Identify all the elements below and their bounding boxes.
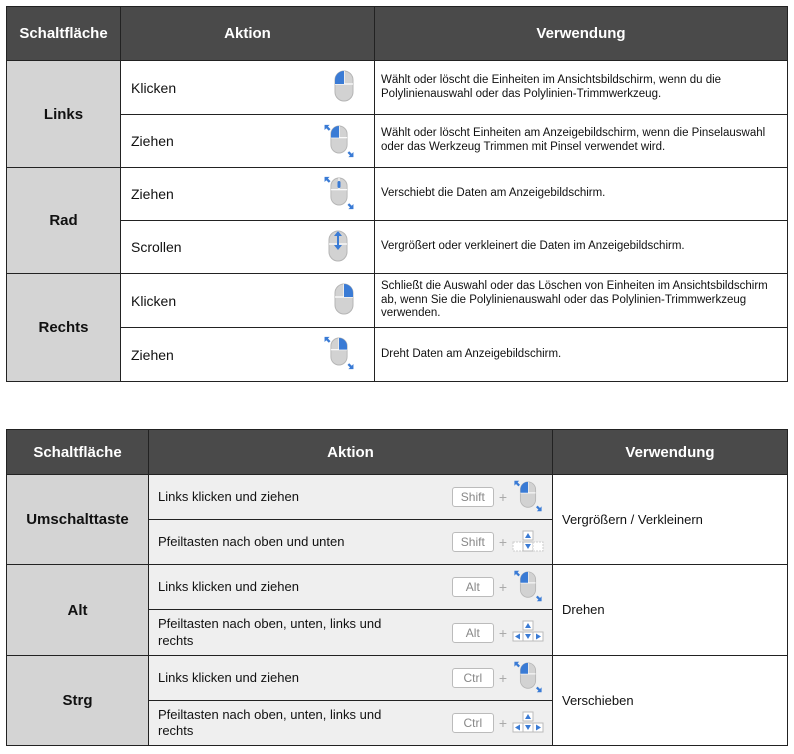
- header-usage: Verwendung: [375, 7, 788, 61]
- button-rechts: Rechts: [7, 274, 121, 382]
- plus-sign: +: [498, 534, 507, 550]
- arrow-keys-up-down-icon: [512, 530, 544, 555]
- mouse-right-drag-icon: [322, 334, 356, 375]
- button-strg: Strg: [7, 656, 149, 746]
- usage-pan: Verschieben: [553, 656, 788, 746]
- mouse-wheel-scroll-icon: [328, 229, 348, 266]
- action-label: Klicken: [131, 79, 177, 96]
- action-label: Ziehen: [131, 186, 174, 202]
- action-cell: [121, 328, 375, 382]
- action-label: Pfeiltasten nach oben, unten, links und rechts: [158, 706, 382, 738]
- action-cell: [121, 221, 375, 274]
- button-alt: Alt: [7, 565, 149, 656]
- mouse-left-drag-icon: [512, 478, 544, 517]
- usage-text: Wählt oder löscht Einheiten am Anzeigebildschirm, wenn die Pinselauswahl oder das Werkzeug Trimmen mit Pinsel verwendet wird.: [375, 115, 788, 168]
- key-combo: [452, 620, 544, 645]
- action-label: Ziehen: [131, 133, 174, 149]
- action-cell: [121, 61, 375, 115]
- action-label: Links klicken und ziehen: [158, 578, 299, 594]
- header-action: Aktion: [149, 430, 553, 475]
- action-cell: [149, 656, 553, 701]
- action-cell: [121, 115, 375, 168]
- plus-sign: +: [498, 579, 507, 595]
- usage-text: Vergrößert oder verkleinert die Daten im Anzeigebildschirm.: [375, 221, 788, 274]
- key-combo: [452, 568, 544, 607]
- arrow-keys-all-icon: [512, 711, 544, 736]
- usage-text: Schließt die Auswahl oder das Löschen von Einheiten im Ansichtsbildschirm ab, wenn Sie die Polylinienauswahl oder das Polylinien-Trimmwerkzeug verwenden.: [375, 274, 788, 328]
- ctrl-key: Ctrl: [452, 668, 494, 688]
- button-rad: Rad: [7, 168, 121, 274]
- action-cell: [149, 475, 553, 520]
- action-label: Pfeiltasten nach oben und unten: [158, 533, 345, 549]
- action-label: Scrollen: [131, 239, 182, 255]
- plus-sign: +: [498, 715, 507, 731]
- header-usage: Verwendung: [553, 430, 788, 475]
- header-button: Schaltfläche: [7, 430, 149, 475]
- mouse-wheel-drag-icon: [322, 174, 356, 215]
- button-umschalttaste: Umschalttaste: [7, 475, 149, 565]
- alt-key: Alt: [452, 577, 494, 597]
- action-label: Pfeiltasten nach oben, unten, links und rechts: [158, 616, 382, 648]
- mouse-right-click-icon: [334, 283, 354, 318]
- usage-zoom: Vergrößern / Verkleinern: [553, 475, 788, 565]
- key-combo: [452, 711, 544, 736]
- key-combo: [452, 530, 544, 555]
- usage-text: Verschiebt die Daten am Anzeigebildschirm.: [375, 168, 788, 221]
- button-links: Links: [7, 61, 121, 168]
- action-cell: [149, 610, 553, 656]
- header-button: Schaltfläche: [7, 7, 121, 61]
- usage-text: Wählt oder löscht die Einheiten im Ansichtsbildschirm, wenn du die Polylinienauswahl oder das Polylinien-Trimmwerkzeug.: [375, 61, 788, 115]
- arrow-keys-all-icon: [512, 620, 544, 645]
- action-cell: [121, 274, 375, 328]
- usage-text: Dreht Daten am Anzeigebildschirm.: [375, 328, 788, 382]
- shift-key: Shift: [452, 532, 494, 552]
- shift-key: Shift: [452, 487, 494, 507]
- alt-key: Alt: [452, 623, 494, 643]
- action-cell: [149, 565, 553, 610]
- plus-sign: +: [498, 624, 507, 641]
- action-label: Links klicken und ziehen: [158, 488, 299, 504]
- mouse-left-drag-icon: [512, 659, 544, 698]
- mouse-left-click-icon: [334, 70, 354, 105]
- action-cell: [149, 520, 553, 565]
- plus-sign: +: [498, 670, 507, 686]
- action-label: Ziehen: [131, 346, 174, 363]
- action-cell: [121, 168, 375, 221]
- keyboard-modifier-table: [6, 429, 788, 746]
- mouse-left-drag-icon: [322, 122, 356, 160]
- mouse-controls-table: [6, 6, 788, 382]
- header-action: Aktion: [121, 7, 375, 61]
- key-combo: [452, 478, 544, 517]
- plus-sign: +: [498, 489, 507, 505]
- action-cell: [149, 701, 553, 746]
- usage-rotate: Drehen: [553, 565, 788, 656]
- action-label: Klicken: [131, 292, 177, 309]
- action-label: Links klicken und ziehen: [158, 669, 299, 685]
- mouse-left-drag-icon: [512, 568, 544, 607]
- ctrl-key: Ctrl: [452, 713, 494, 733]
- key-combo: [452, 659, 544, 698]
